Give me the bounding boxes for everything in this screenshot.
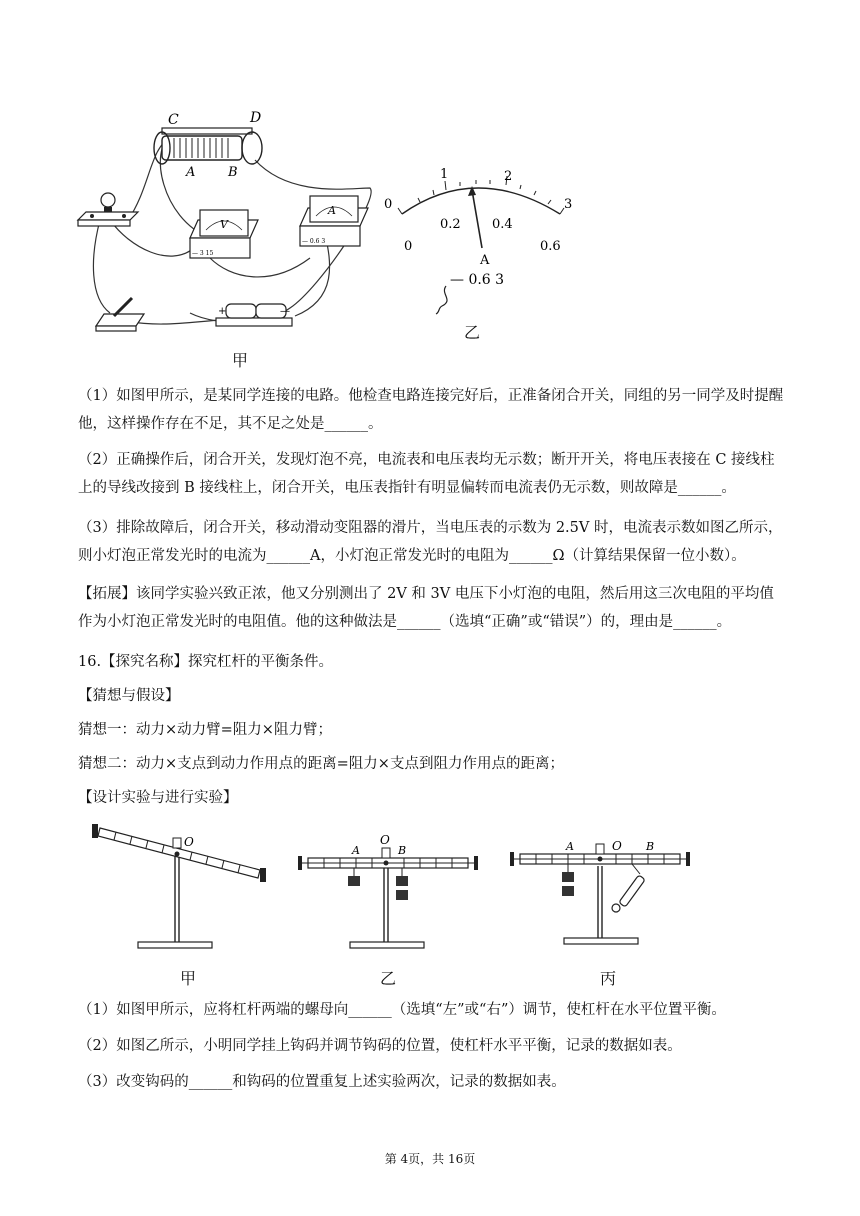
lever3-pivot-label: O — [612, 839, 622, 853]
circuit-figure — [70, 108, 380, 368]
lever-balanced — [298, 833, 478, 948]
q16-part3: （3）改变钩码的______和钩码的位置重复上述实验两次，记录的数据如表。 — [78, 1074, 566, 1090]
label-a: A — [186, 165, 196, 180]
dial-top-2: 2 — [504, 169, 513, 184]
lever-tilted — [92, 824, 266, 948]
q16-part1: （1）如图甲所示，应将杠杆两端的螺母向______（选填“左”或“右”）调节，使杠杆在水平位置平衡。 — [78, 1002, 726, 1018]
dial-top-3: 3 — [564, 197, 573, 212]
dial-bottom-0: 0 — [404, 239, 413, 254]
lever-figures — [80, 820, 720, 990]
lever2-point-a: A — [352, 844, 360, 857]
lever2-pivot-label: O — [380, 833, 390, 847]
voltmeter-terminals: — 3 15 — [192, 250, 214, 257]
lever-diagrams — [80, 820, 720, 990]
lever3-point-a: A — [566, 840, 574, 853]
label-b: B — [228, 165, 238, 180]
hypothesis-2: 猜想二：动力×支点到动力作用点的距离=阻力×支点到阻力作用点的距离； — [78, 756, 564, 772]
ammeter — [300, 196, 368, 246]
lever-caption-2: 乙 — [380, 969, 397, 988]
ammeter-dial-figure — [380, 168, 590, 348]
q15-part1: （1）如图甲所示，是某同学连接的电路。他检查电路连接完好后，正准备闭合开关，同组的另一同学及时提醒他，这样操作存在不足，其不足之处是______。 — [78, 388, 784, 432]
circuit-caption: 甲 — [232, 351, 249, 370]
hypothesis-heading: 【猜想与假设】 — [78, 688, 180, 704]
q15-part3: （3）排除故障后，闭合开关，移动滑动变阻器的滑片，当电压表的示数为 2.5V 时，电流表示数如图乙所示，则小灯泡正常发光时的电流为______A，小灯泡正常发光时的电阻为______Ω（计算结果保留一位小数）。 — [78, 520, 783, 564]
lever3-point-b: B — [646, 840, 655, 853]
lever2-point-b: B — [398, 844, 407, 857]
switch — [96, 298, 144, 331]
q16-part2: （2）如图乙所示，小明同学挂上钩码并调节钩码的位置，使杠杆水平平衡，记录的数据如表。 — [78, 1038, 682, 1054]
design-heading: 【设计实验与进行实验】 — [78, 790, 238, 806]
dial-bottom-1: 0.2 — [440, 217, 461, 232]
dial-top-1: 1 — [440, 168, 449, 182]
ammeter-symbol: A — [328, 204, 336, 217]
dial-bottom-3: 0.6 — [540, 239, 561, 254]
q15-part2: （2）正确操作后，闭合开关，发现灯泡不亮，电流表和电压表均无示数；断开开关，将电压表接在 C 接线柱上的导线改接到 B 接线柱上，闭合开关，电压表指针有明显偏转而电流表仍无示数，则故障是______。 — [78, 452, 775, 496]
dial-unit: A — [480, 253, 490, 268]
rheostat — [154, 128, 262, 164]
dial-caption: 乙 — [464, 323, 481, 342]
battery — [216, 304, 292, 326]
lever1-pivot-label: O — [184, 835, 194, 849]
page-footer: 第 4页，共 16页 — [384, 1152, 476, 1166]
ammeter-dial — [380, 168, 590, 348]
voltmeter — [190, 210, 258, 258]
battery-plus: + — [218, 306, 227, 317]
lever-spring-scale — [510, 839, 690, 944]
label-d: D — [250, 110, 262, 126]
battery-minus: — — [280, 306, 290, 317]
dial-terminals: — 0.6 3 — [450, 272, 505, 288]
q15-extension: 【拓展】该同学实验兴致正浓，他又分别测出了 2V 和 3V 电压下小灯泡的电阻，然后用这三次电阻的平均值作为小灯泡正常发光时的电阻值。他的这种做法是______（选填“正确”或“错误”）的，理由是______。 — [78, 586, 774, 630]
lever-caption-1: 甲 — [180, 969, 197, 988]
label-c: C — [168, 112, 179, 128]
q16-title: 16.【探究名称】探究杠杆的平衡条件。 — [78, 654, 334, 670]
dial-bottom-2: 0.4 — [492, 217, 513, 232]
dial-top-0: 0 — [384, 197, 393, 212]
hypothesis-1: 猜想一：动力×动力臂=阻力×阻力臂； — [78, 722, 332, 738]
lever-caption-3: 丙 — [600, 969, 617, 988]
lamp — [78, 193, 138, 226]
circuit-diagram — [70, 108, 380, 368]
voltmeter-symbol: V — [220, 218, 228, 231]
ammeter-terminals: — 0.6 3 — [302, 238, 326, 245]
